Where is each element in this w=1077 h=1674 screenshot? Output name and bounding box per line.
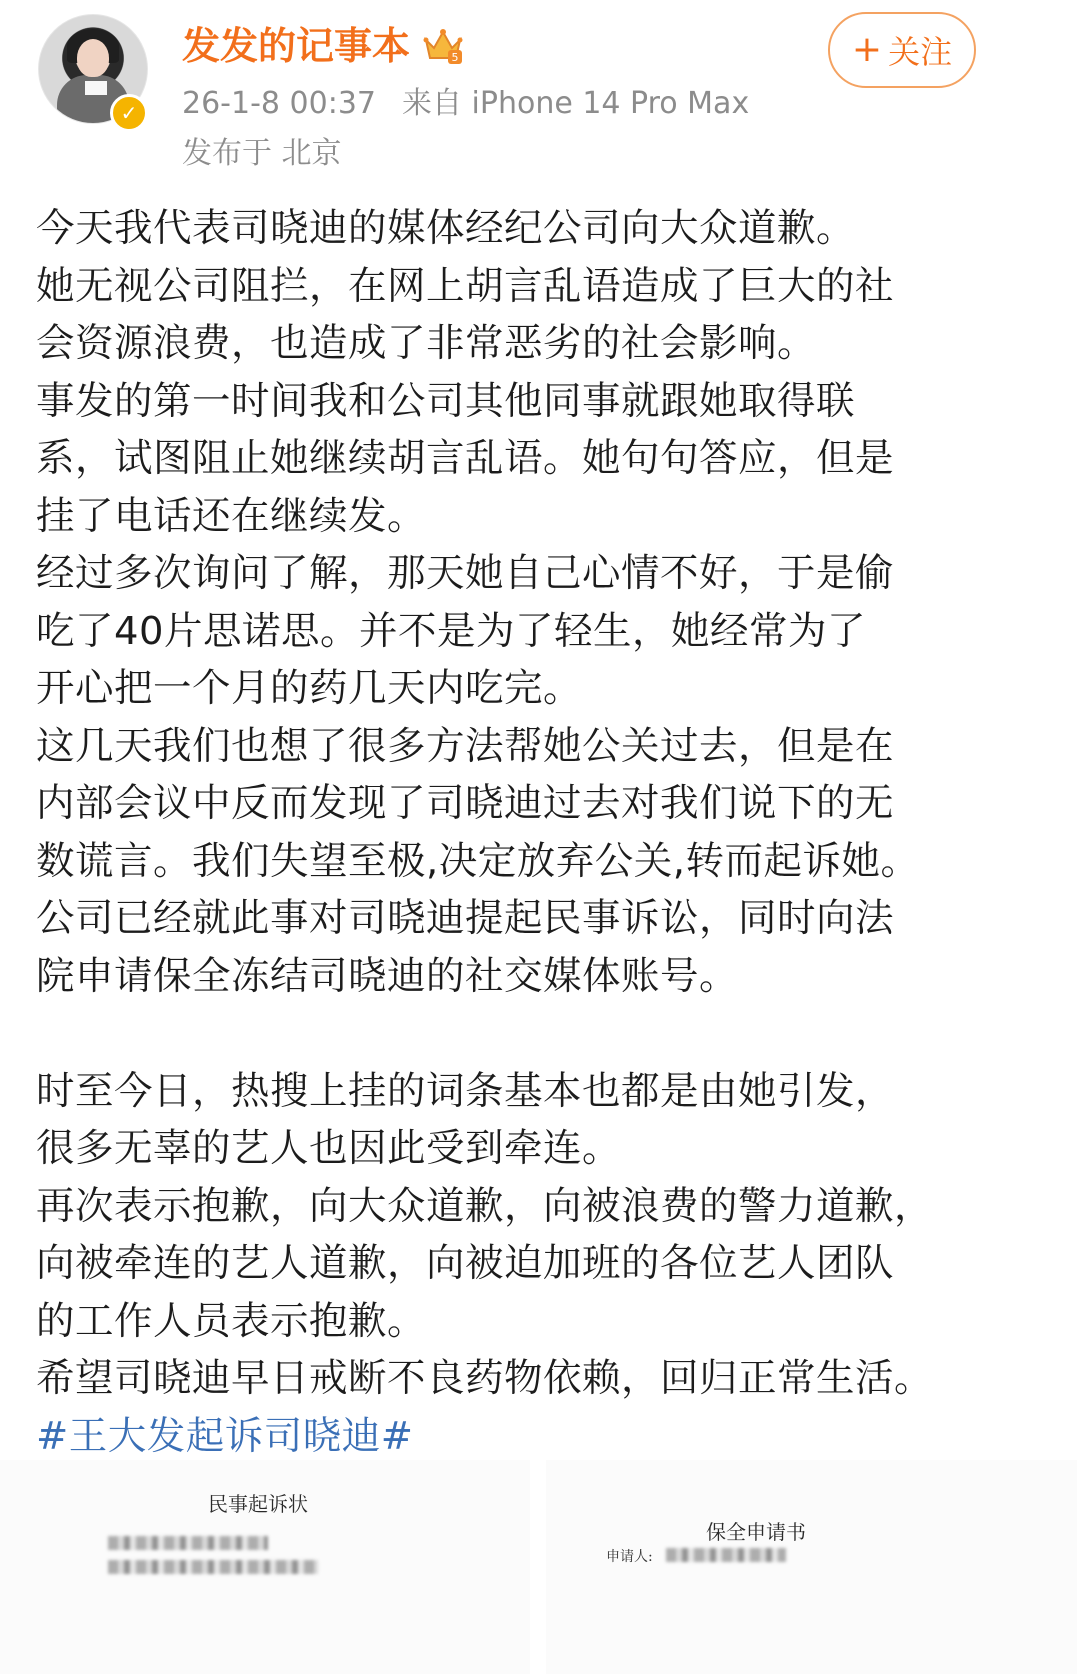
avatar-face	[77, 39, 109, 77]
body-line: 她无视公司阻拦，在网上胡言乱语造成了巨大的社	[36, 263, 895, 309]
post-header	[0, 0, 1077, 190]
body-line: 经过多次询问了解，那天她自己心情不好，于是偷	[36, 551, 895, 596]
svg-text:5: 5	[451, 51, 459, 64]
post-images	[0, 1460, 1077, 1674]
paragraph-gap	[36, 1005, 1041, 1063]
body-line: 吃了40片思诺思。并不是为了轻生，她经常为了	[36, 608, 866, 654]
post-source: 来自 iPhone 14 Pro Max	[402, 86, 750, 121]
username-row	[182, 18, 464, 74]
preservation-document-image[interactable]	[546, 1460, 1077, 1674]
body-line: 公司已经就此事对司晓迪提起民事诉讼，同时向法	[36, 896, 895, 941]
body-line: 开心把一个月的药几天内吃完。	[36, 666, 583, 711]
follow-button[interactable]	[828, 12, 976, 88]
post-timestamp: 26-1-8 00:37	[182, 86, 376, 121]
lawsuit-document-image[interactable]	[0, 1460, 530, 1674]
doc-title: 保全申请书	[706, 1520, 806, 1544]
body-line: 向被牵连的艺人道歉，向被迫加班的各位艺人团队	[36, 1241, 895, 1286]
doc-title: 民事起诉状	[208, 1492, 308, 1516]
verified-badge-icon: ✓	[110, 94, 148, 132]
blurred-text	[108, 1536, 268, 1550]
blurred-text	[666, 1548, 786, 1562]
username[interactable]: 发发的记事本	[182, 24, 411, 68]
body-line: 院申请保全冻结司晓迪的社交媒体账号。	[36, 953, 739, 999]
body-line: 会资源浪费，也造成了非常恶劣的社会影响。	[36, 321, 817, 366]
body-line: 时至今日，热搜上挂的词条基本也都是由她引发，	[36, 1068, 895, 1114]
body-line: 内部会议中反而发现了司晓迪过去对我们说下的无	[36, 781, 895, 826]
post-location: 发布于 北京	[182, 136, 342, 171]
body-line: 的工作人员表示抱歉。	[36, 1298, 427, 1344]
vip-crown-icon	[422, 26, 464, 66]
body-line: 很多无辜的艺人也因此受到牵连。	[36, 1126, 622, 1171]
post-body	[36, 200, 1041, 1465]
body-line: 这几天我们也想了很多方法帮她公关过去，但是在	[36, 723, 895, 769]
body-line: 希望司晓迪早日戒断不良药物依赖，回归正常生活。	[36, 1356, 934, 1401]
body-line: 今天我代表司晓迪的媒体经纪公司向大众道歉。	[36, 206, 856, 251]
body-line: 数谎言。我们失望至极,决定放弃公关,转而起诉她。	[36, 838, 920, 884]
hashtag-link[interactable]: #王大发起诉司晓迪#	[36, 1413, 414, 1459]
plus-icon: +	[851, 29, 883, 70]
body-line: 系，试图阻止她继续胡言乱语。她句句答应，但是	[36, 436, 895, 481]
body-line: 挂了电话还在继续发。	[36, 493, 427, 539]
blurred-text	[108, 1560, 318, 1574]
body-line: 事发的第一时间我和公司其他同事就跟她取得联	[36, 378, 856, 424]
doc-label: 申请人:	[606, 1549, 653, 1565]
avatar-tag	[85, 81, 107, 95]
body-line: 再次表示抱歉，向大众道歉，向被浪费的警力道歉，	[36, 1183, 934, 1229]
post-meta	[182, 82, 749, 126]
follow-label: 关注	[888, 33, 953, 71]
